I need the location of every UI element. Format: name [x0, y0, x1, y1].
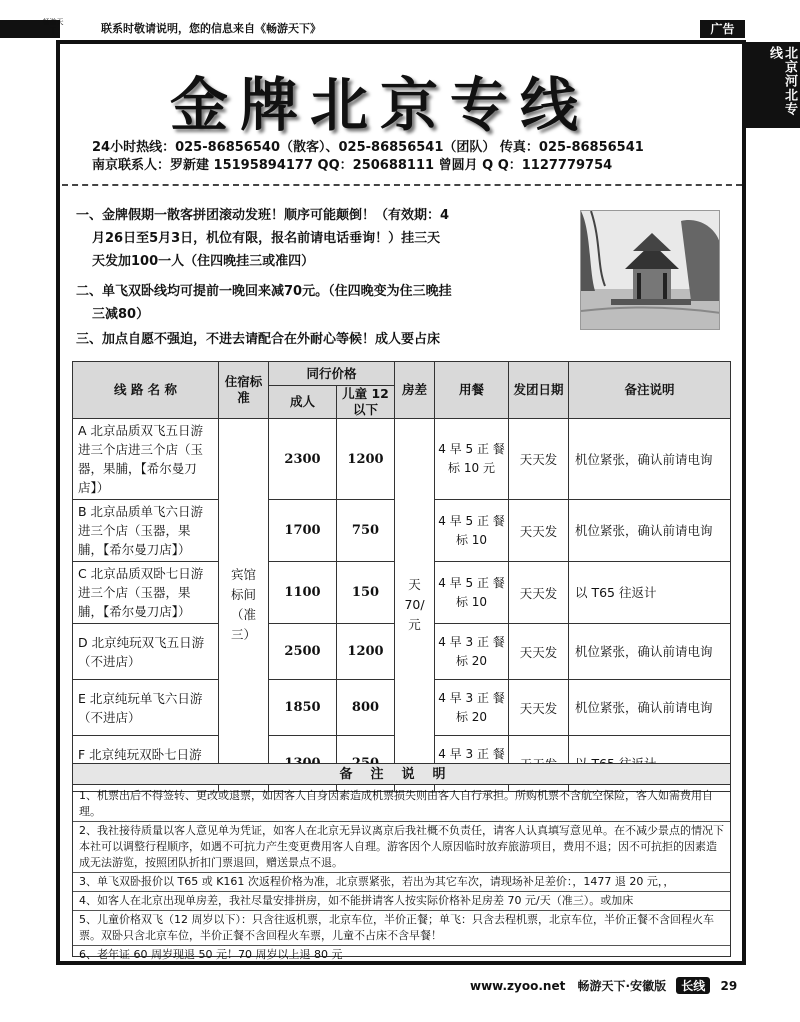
- remark: 机位紧张，确认前请电询: [569, 500, 731, 562]
- side-category-label: 北京河北专线: [746, 42, 800, 128]
- note-divider: [73, 821, 730, 822]
- note-item: 2、我社接待质量以客人意见单为凭证，如客人在北京无异议离京后我社概不负责任，请客人认真填写意见单。在不减少景点的情况下本社可以调整行程顺序，如遇不可抗力产生变更费用客人自理。游客因个人原因临时放弃旅游项目，费用不退；因不可抗拒的因素造成无法游览，按照团队折扣门票退回，赠送景点不退。: [79, 824, 724, 869]
- pavilion-photo: [580, 210, 720, 330]
- departure-schedule: 天天发: [509, 562, 569, 624]
- remark: 机位紧张，确认前请电询: [569, 419, 731, 500]
- notes-heading: 备注说明: [72, 763, 731, 785]
- route-name: E 北京纯玩单飞六日游（不进店）: [73, 680, 219, 736]
- route-name: D 北京纯玩双飞五日游（不进店）: [73, 624, 219, 680]
- room-difference: 天70/元: [395, 419, 435, 792]
- child-price: 1200: [337, 419, 395, 500]
- contact-hotline: 24小时热线：025-86856540（散客）、025-86856541（团队） 传真：025-86856541: [92, 140, 644, 155]
- note-item: 3、单飞双卧报价以 T65 或 K161 次返程价格为准，北京票紧张，若出为其它车次，请现场补足差价：，1477 退 20 元，，: [79, 875, 675, 888]
- ad-tag: 广告: [700, 20, 745, 38]
- note-divider: [73, 910, 730, 911]
- note-item: 5、儿童价格双飞（12 周岁以下）：只含往返机票，北京车位，半价正餐；单飞：只含去程机票，北京车位，半价正餐不含回程火车票。双卧只含北京车位，半价正餐不含回程火车票，儿童不占床不含早餐！: [79, 913, 714, 942]
- header-meals: 用餐: [435, 362, 509, 419]
- header-price-group: 同行价格: [269, 362, 395, 386]
- route-name: A 北京品质双飞五日游进三个店进三个店（玉器，果脯，【希尔曼刀店】）: [73, 419, 219, 500]
- note-item: 1、机票出后不得签转、更改或退票，如因客人自身因素造成机票损失则由客人自行承担。所购机票不含航空保险，客人如需费用自理。: [79, 789, 713, 818]
- departure-schedule: 天天发: [509, 419, 569, 500]
- footer-section-tag: 长线: [676, 977, 710, 994]
- notes-section: [72, 785, 731, 961]
- departure-schedule: 天天发: [509, 680, 569, 736]
- meals: 4 早 5 正 餐标 10 元: [435, 419, 509, 500]
- adult-price: 1700: [269, 500, 337, 562]
- adult-price: 2300: [269, 419, 337, 500]
- notice-2-line-a: 二、单飞双卧线均可提前一晚回来减70元。（住四晚变为住三晚挂: [76, 284, 452, 299]
- notice-2: [76, 280, 546, 326]
- notice-1-line-c: 天发加100一人（住四晚挂三或准四）: [92, 254, 315, 269]
- notice-3: 三、加点自愿不强迫，不进去请配合在外耐心等候！成人要占床: [76, 332, 441, 347]
- header-departure: 发团日期: [509, 362, 569, 419]
- source-note: 联系时敬请说明，您的信息来自《畅游天下》: [60, 18, 700, 38]
- note-divider: [73, 891, 730, 892]
- route-name: C 北京品质双卧七日游进三个店（玉器，果脯，【希尔曼刀店】）: [73, 562, 219, 624]
- page-number: 29: [720, 979, 738, 993]
- meals: 4 早 3 正 餐标 20: [435, 680, 509, 736]
- meals: 4 早 3 正 餐标 20: [435, 624, 509, 680]
- remark: 以 T65 往返计: [569, 562, 731, 624]
- departure-schedule: 天天发: [509, 500, 569, 562]
- route-name: B 北京品质单飞六日游进三个店（玉器，果脯，【希尔曼刀店】）: [73, 500, 219, 562]
- route-name: F 北京纯玩双卧七日游: [73, 736, 219, 792]
- note-divider: [73, 872, 730, 873]
- remark: 机位紧张，确认前请电询: [569, 680, 731, 736]
- departure-schedule: 天天发: [509, 624, 569, 680]
- notice-1: [76, 204, 546, 273]
- child-price: 750: [337, 500, 395, 562]
- child-price: 800: [337, 680, 395, 736]
- contact-persons: 南京联系人：罗新建 15195894177 QQ：250688111 曾圆月 Q Q：1127779754: [92, 158, 613, 173]
- page-title: 金牌北京专线: [169, 71, 590, 139]
- pavilion-photo-image: [581, 211, 720, 330]
- child-price: 1200: [337, 624, 395, 680]
- meals: 4 早 5 正 餐标 10: [435, 500, 509, 562]
- notice-1-line-b: 月26日至5月3日，机位有限，报名前请电话垂询！）挂三天: [92, 231, 441, 246]
- meals: 4 早 3 正 餐: [435, 736, 509, 792]
- header-adult: 成人: [269, 386, 337, 419]
- remark: 机位紧张，确认前请电询: [569, 624, 731, 680]
- meals: 4 早 5 正 餐标 10: [435, 562, 509, 624]
- table-row: [73, 419, 731, 500]
- notice-2-line-b: 三减80）: [92, 307, 150, 322]
- child-price: 150: [337, 562, 395, 624]
- lodging-standard: 宾馆标间（准三）: [219, 419, 269, 792]
- header-child: 儿童 12 以下: [337, 386, 395, 419]
- adult-price: 1850: [269, 680, 337, 736]
- notice-1-line-a: 一、金牌假期一散客拼团滚动发班！顺序可能颠倒！（有效期：4: [76, 208, 450, 223]
- brand-logo: 畅游天下: [42, 18, 64, 35]
- adult-price: 2500: [269, 624, 337, 680]
- divider: [62, 184, 742, 186]
- adult-price: 1100: [269, 562, 337, 624]
- page-footer: [470, 977, 737, 994]
- note-divider: [73, 945, 730, 946]
- header-route: 线 路 名 称: [73, 362, 219, 419]
- note-item: 4、如客人在北京出现单房差，我社尽量安排拼房，如不能拼请客人按实际价格补足房差 70 元/天（准三）。或加床: [79, 894, 634, 907]
- header-lodging: 住宿标准: [219, 362, 269, 419]
- footer-url[interactable]: www.zyoo.net: [470, 979, 566, 993]
- footer-brand: 畅游天下·安徽版: [577, 979, 667, 993]
- note-item: 6、老年证 60 周岁现退 50 元！70 周岁以上退 80 元: [79, 948, 343, 961]
- route-price-table: [72, 361, 731, 792]
- header-room-diff: 房差: [395, 362, 435, 419]
- header-remarks: 备注说明: [569, 362, 731, 419]
